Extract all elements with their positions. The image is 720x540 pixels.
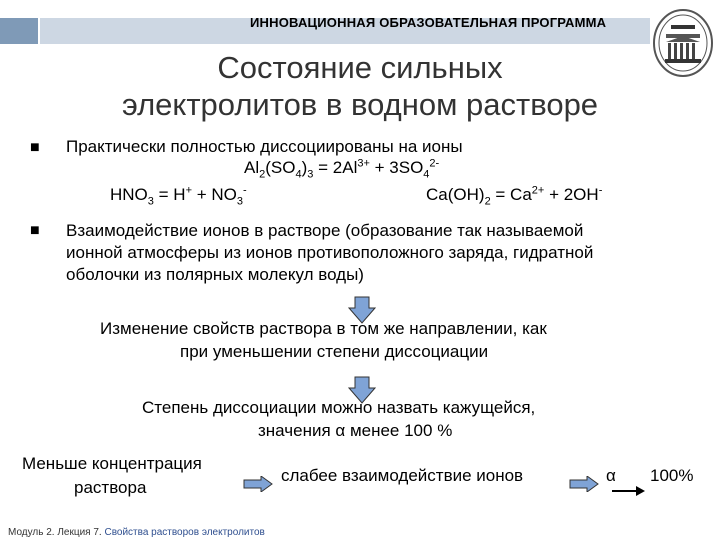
footer bbox=[8, 527, 265, 538]
equation-al2so4: $Al_2(SO_4)_3 = 2Al^{3+} + 3SO_4^{2-}$ bbox=[244, 157, 440, 181]
lower-concentration-line-1: Меньше концентрация bbox=[22, 454, 202, 473]
conclusion-2-line-2: значения α менее 100 % bbox=[258, 421, 453, 440]
arrow-right-icon bbox=[612, 484, 646, 502]
header-accent-bar bbox=[0, 18, 38, 44]
bullet-2-line-3: оболочки из полярных молекул воды) bbox=[66, 265, 364, 284]
bullet-1-text: Практически полностью диссоциированы на ионы bbox=[66, 137, 463, 156]
bullet-2-line-2: ионной атмосферы из ионов противоположного заряда, гидратной bbox=[66, 243, 594, 262]
footer-subject: Свойства растворов электролитов bbox=[101, 527, 265, 538]
bullet-2-line-1: Взаимодействие ионов в растворе (образование так называемой bbox=[66, 221, 584, 240]
slide-title-line-2: электролитов в водном растворе bbox=[121, 87, 599, 122]
percent-value: 100% bbox=[650, 466, 694, 485]
lower-concentration-line-2: раствора bbox=[74, 478, 147, 497]
equation-caoh2: $Ca(OH)_2 = Ca^{2+} + 2OH^-$ bbox=[426, 184, 603, 208]
bullet-icon: ■ bbox=[30, 139, 40, 156]
slide-title-line-1: Состояние сильных bbox=[217, 50, 503, 85]
conclusion-2-line-1: Степень диссоциации можно назвать кажущейся, bbox=[142, 398, 536, 417]
equation-hno3: $HNO_3 = H^+ + NO_3^-$ bbox=[110, 184, 247, 208]
weaker-interaction-text: слабее взаимодействие ионов bbox=[281, 466, 524, 485]
footer-module: Модуль 2. Лекция 7. bbox=[8, 527, 102, 538]
bullet-icon: ■ bbox=[30, 222, 40, 239]
arrow-right-icon bbox=[569, 476, 599, 497]
alpha-symbol: α bbox=[606, 466, 616, 485]
arrow-right-icon bbox=[243, 476, 273, 497]
conclusion-1-line-2: при уменьшении степени диссоциации bbox=[180, 342, 489, 361]
program-title: ИННОВАЦИОННАЯ ОБРАЗОВАТЕЛЬНАЯ ПРОГРАММА bbox=[250, 15, 607, 30]
conclusion-1-line-1: Изменение свойств раствора в том же направлении, как bbox=[100, 319, 547, 338]
